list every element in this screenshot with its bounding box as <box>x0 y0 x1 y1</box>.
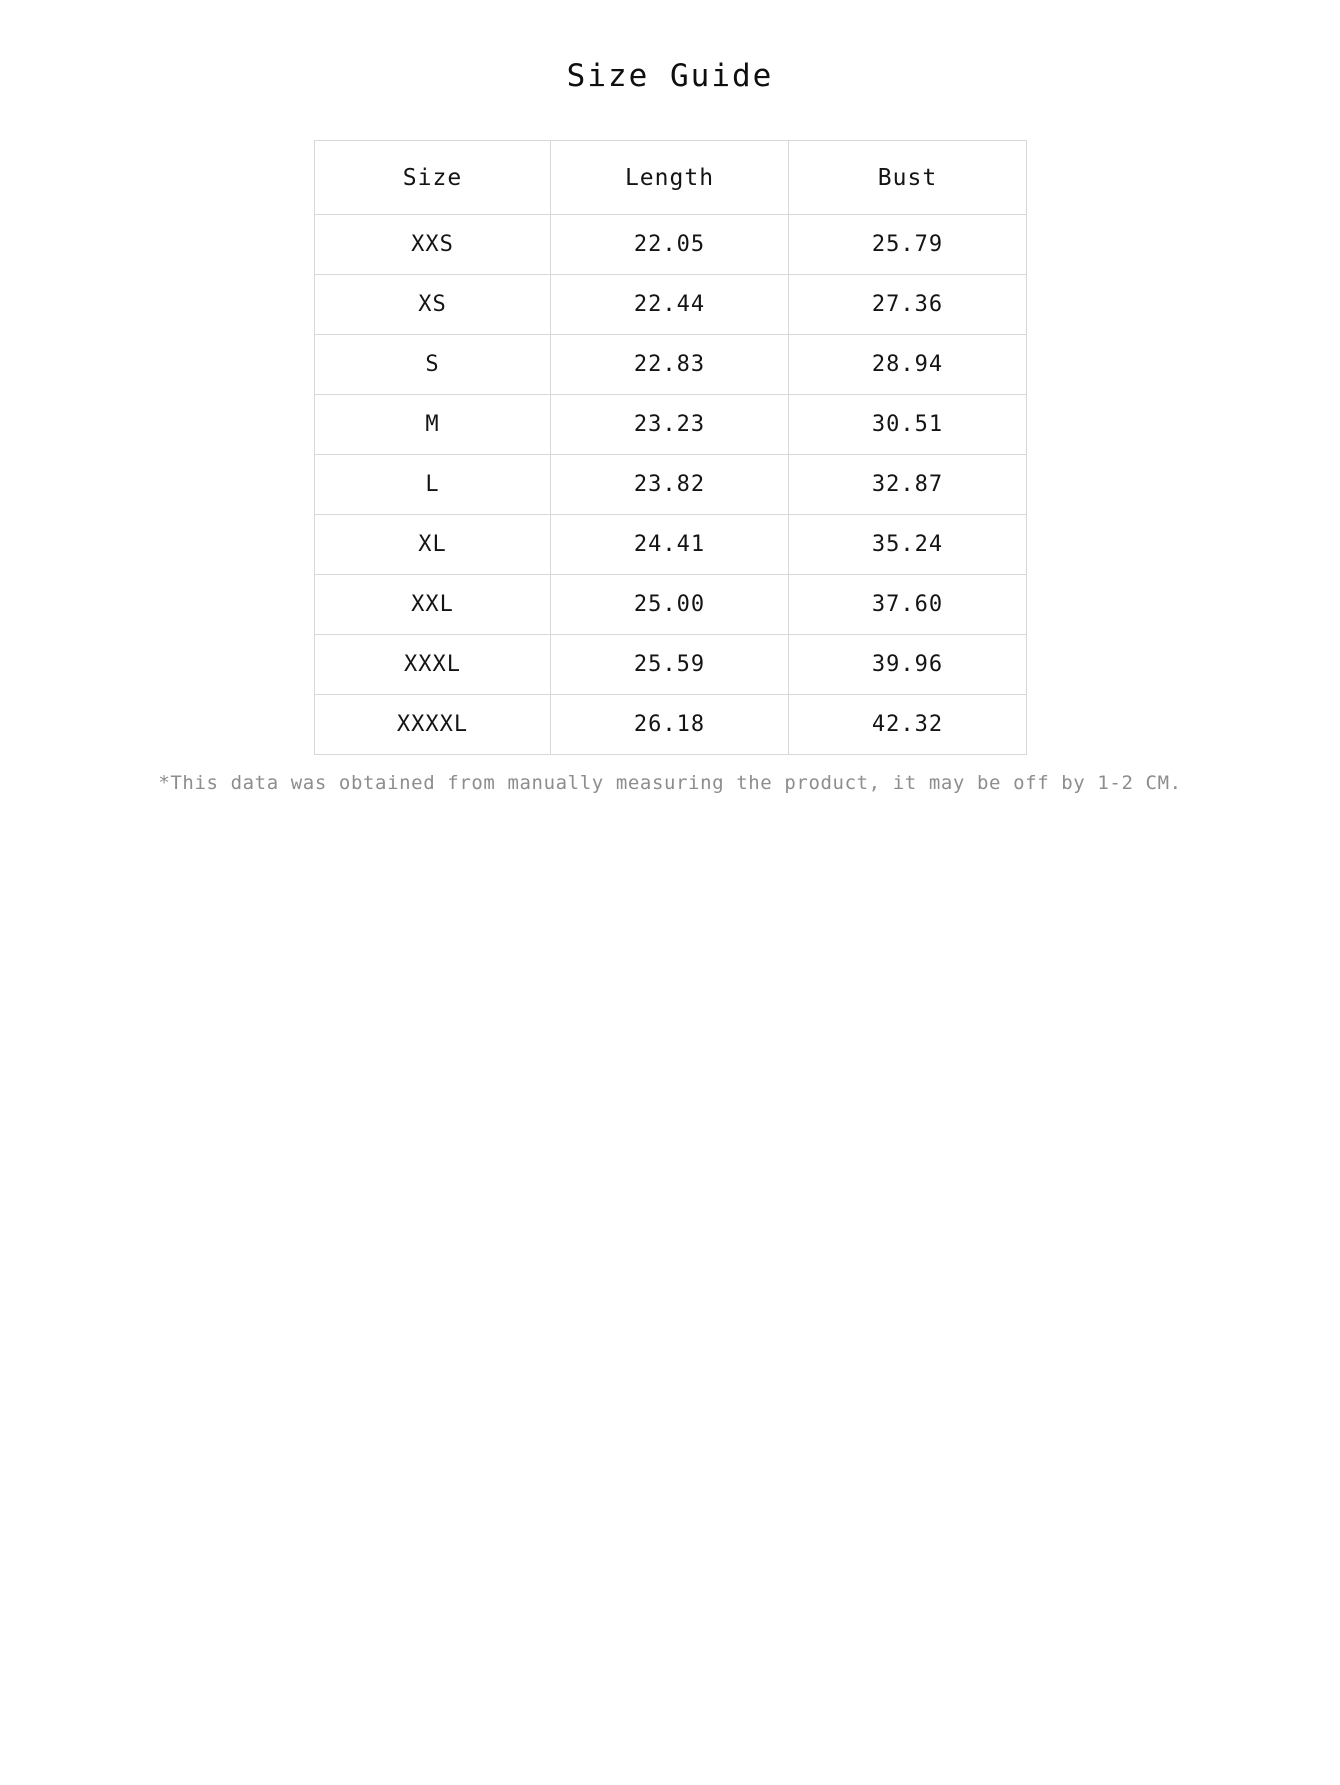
cell-length: 25.00 <box>551 575 789 635</box>
cell-bust: 42.32 <box>789 695 1027 755</box>
table-row <box>315 275 1027 335</box>
cell-bust: 39.96 <box>789 635 1027 695</box>
cell-bust: 25.79 <box>789 215 1027 275</box>
table-row <box>315 635 1027 695</box>
cell-size: XXXXL <box>315 695 551 755</box>
cell-bust: 28.94 <box>789 335 1027 395</box>
page-title: Size Guide <box>566 58 774 94</box>
column-header-size: Size <box>315 141 551 215</box>
cell-length: 23.23 <box>551 395 789 455</box>
cell-size: M <box>315 395 551 455</box>
table-row <box>315 215 1027 275</box>
cell-length: 22.44 <box>551 275 789 335</box>
cell-length: 23.82 <box>551 455 789 515</box>
table-body <box>315 215 1027 755</box>
table-row <box>315 395 1027 455</box>
cell-bust: 30.51 <box>789 395 1027 455</box>
column-header-bust: Bust <box>789 141 1027 215</box>
cell-bust: 37.60 <box>789 575 1027 635</box>
cell-size: XXL <box>315 575 551 635</box>
cell-length: 22.05 <box>551 215 789 275</box>
cell-length: 26.18 <box>551 695 789 755</box>
cell-size: L <box>315 455 551 515</box>
size-table-container <box>314 140 1026 755</box>
column-header-length: Length <box>551 141 789 215</box>
cell-size: XL <box>315 515 551 575</box>
cell-bust: 35.24 <box>789 515 1027 575</box>
table-row <box>315 695 1027 755</box>
measurement-disclaimer: *This data was obtained from manually measuring the product, it may be off by 1-2 CM. <box>158 772 1182 794</box>
cell-size: XS <box>315 275 551 335</box>
cell-length: 24.41 <box>551 515 789 575</box>
size-guide-table <box>314 140 1027 755</box>
cell-size: S <box>315 335 551 395</box>
table-row <box>315 515 1027 575</box>
cell-size: XXS <box>315 215 551 275</box>
cell-size: XXXL <box>315 635 551 695</box>
table-row <box>315 335 1027 395</box>
table-header-row <box>315 141 1027 215</box>
cell-bust: 27.36 <box>789 275 1027 335</box>
table-row <box>315 575 1027 635</box>
cell-length: 22.83 <box>551 335 789 395</box>
table-header <box>315 141 1027 215</box>
cell-length: 25.59 <box>551 635 789 695</box>
table-row <box>315 455 1027 515</box>
cell-bust: 32.87 <box>789 455 1027 515</box>
